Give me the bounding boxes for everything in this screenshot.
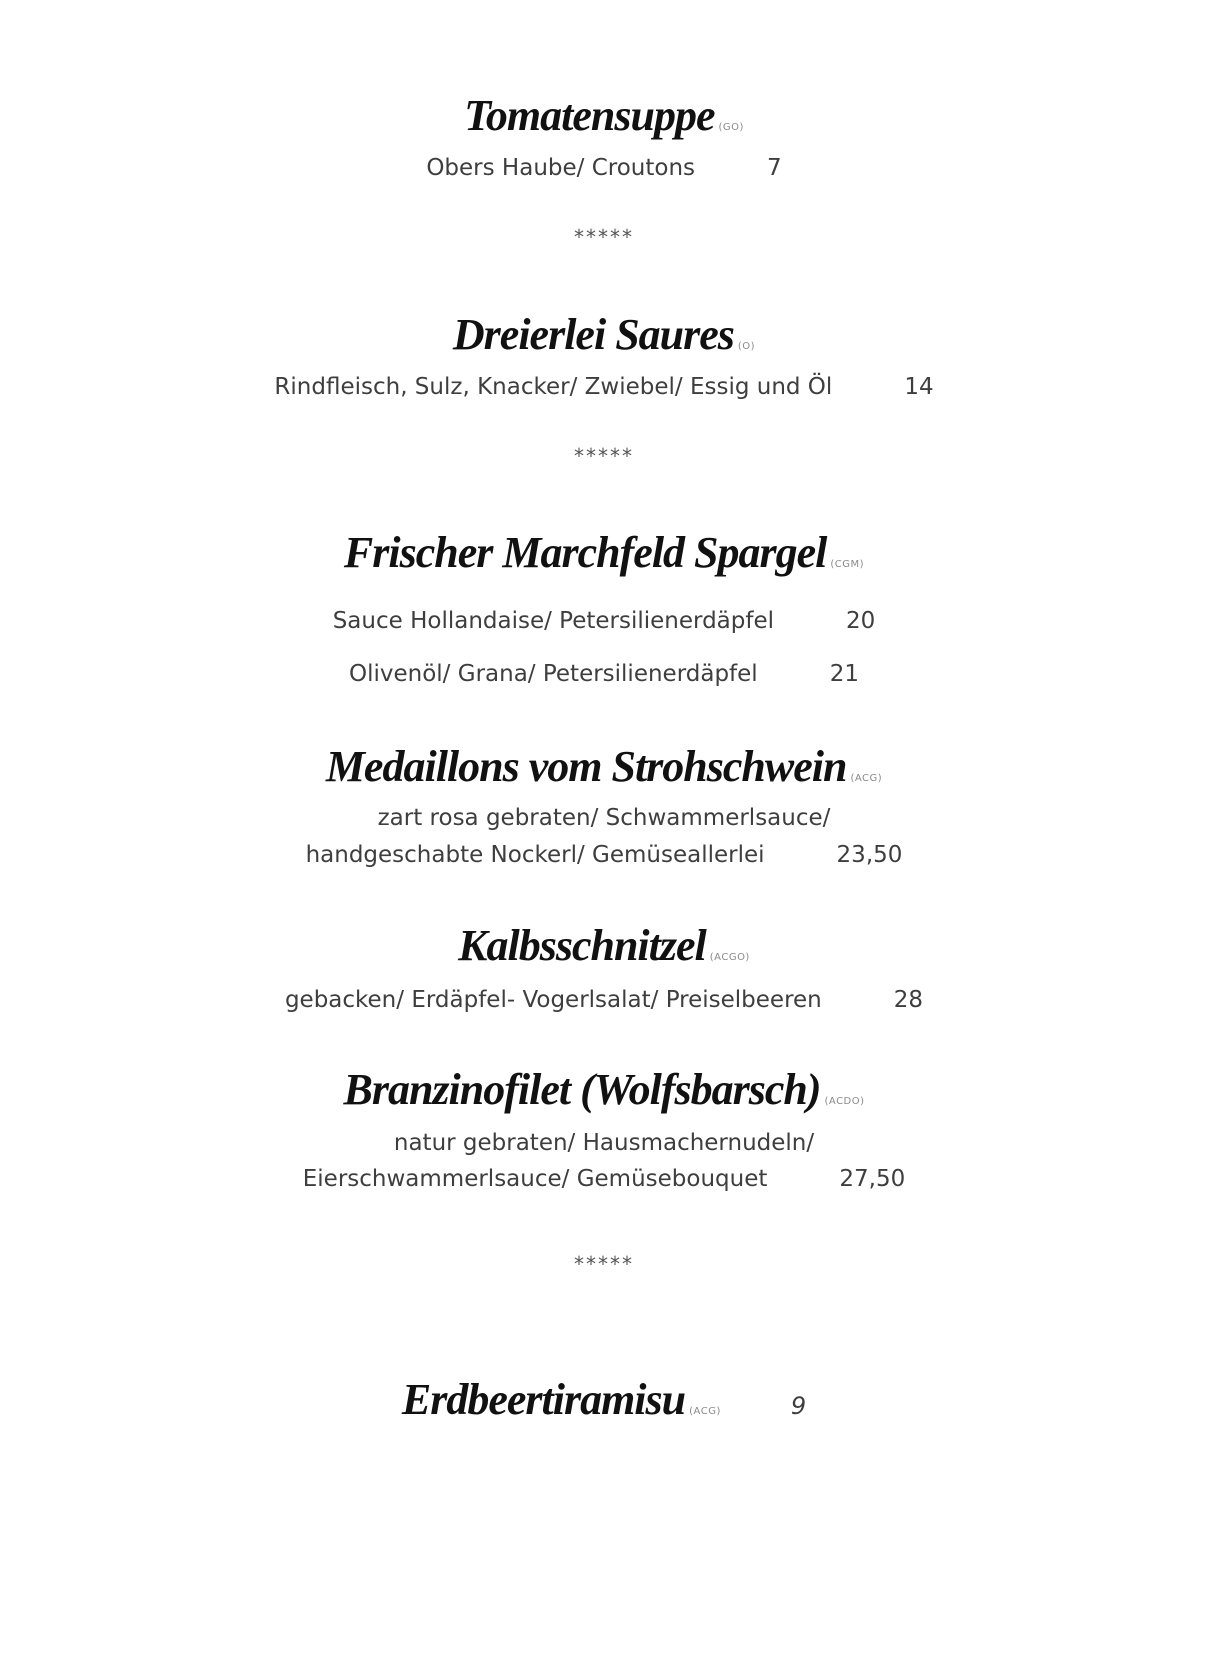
dish-title: Dreierlei Saures: [452, 310, 734, 359]
separator-stars: *****: [574, 225, 634, 249]
dish-price: 21: [829, 661, 859, 687]
section-separator: [0, 441, 1208, 471]
menu-item-asparagus-title-row: [0, 523, 1208, 583]
menu-item-soup-title-row: [0, 86, 1208, 146]
dish-price: 14: [904, 374, 934, 400]
menu-item-schnitzel-title-row: [0, 916, 1208, 976]
dish-description: zart rosa gebraten/ Schwammerlsauce/: [377, 805, 831, 831]
dish-price: 28: [893, 987, 924, 1013]
menu-item-starter-desc-row: [0, 371, 1208, 403]
dish-price: 20: [846, 608, 876, 634]
menu-item-starter-title-row: [0, 305, 1208, 365]
separator-stars: *****: [574, 444, 634, 468]
dish-description: Eierschwammerlsauce/ Gemüsebouquet: [302, 1166, 768, 1192]
dish-title: Branzinofilet (Wolfsbarsch): [343, 1065, 821, 1114]
allergen-codes: (CGM): [830, 559, 865, 570]
dish-title: Kalbsschnitzel: [458, 921, 706, 970]
allergen-codes: (ACDO): [824, 1096, 865, 1107]
dish-description: natur gebraten/ Hausmachernudeln/: [393, 1130, 815, 1156]
dish-title: Erdbeertiramisu: [401, 1375, 686, 1424]
dish-price: 23,50: [836, 842, 903, 868]
allergen-codes: (ACG): [850, 773, 883, 784]
menu-item-schnitzel-desc-row: [0, 984, 1208, 1016]
menu-item-medaillons-desc-line-1: [0, 802, 1208, 834]
menu-item-asparagus-option-2: [0, 658, 1208, 690]
dish-description: gebacken/ Erdäpfel- Vogerlsalat/ Preiselbeeren: [284, 987, 822, 1013]
menu-item-branzino-title-row: [0, 1060, 1208, 1120]
menu-item-medaillons-desc-line-2: [0, 839, 1208, 871]
menu-item-medaillons-title-row: [0, 737, 1208, 797]
dish-description: Olivenöl/ Grana/ Petersilienerdäpfel: [349, 661, 758, 687]
dish-price: 9: [790, 1392, 807, 1420]
dish-description: Sauce Hollandaise/ Petersilienerdäpfel: [332, 608, 775, 634]
dish-description: Rindfleisch, Sulz, Knacker/ Zwiebel/ Essig und Öl: [274, 374, 833, 400]
allergen-codes: (ACGO): [709, 952, 750, 963]
menu-item-asparagus-option-1: [0, 605, 1208, 637]
dish-title: Medaillons vom Strohschwein: [325, 742, 847, 791]
menu-item-branzino-desc-line-1: [0, 1127, 1208, 1159]
dish-price: 7: [767, 155, 782, 181]
separator-stars: *****: [574, 1252, 634, 1276]
dish-title: Tomatensuppe: [464, 91, 715, 140]
dish-description: handgeschabte Nockerl/ Gemüseallerlei: [305, 842, 765, 868]
allergen-codes: (O): [737, 341, 756, 352]
menu-item-branzino-desc-line-2: [0, 1163, 1208, 1195]
dish-title: Frischer Marchfeld Spargel: [343, 528, 827, 577]
menu-item-soup-desc-row: [0, 152, 1208, 184]
menu-item-dessert-title-row: [0, 1370, 1208, 1430]
dish-price: 27,50: [839, 1166, 906, 1192]
section-separator: [0, 1249, 1208, 1279]
section-separator: [0, 222, 1208, 252]
allergen-codes: (ACG): [689, 1406, 721, 1417]
dish-description: Obers Haube/ Croutons: [426, 155, 696, 181]
allergen-codes: (GO): [718, 122, 744, 133]
